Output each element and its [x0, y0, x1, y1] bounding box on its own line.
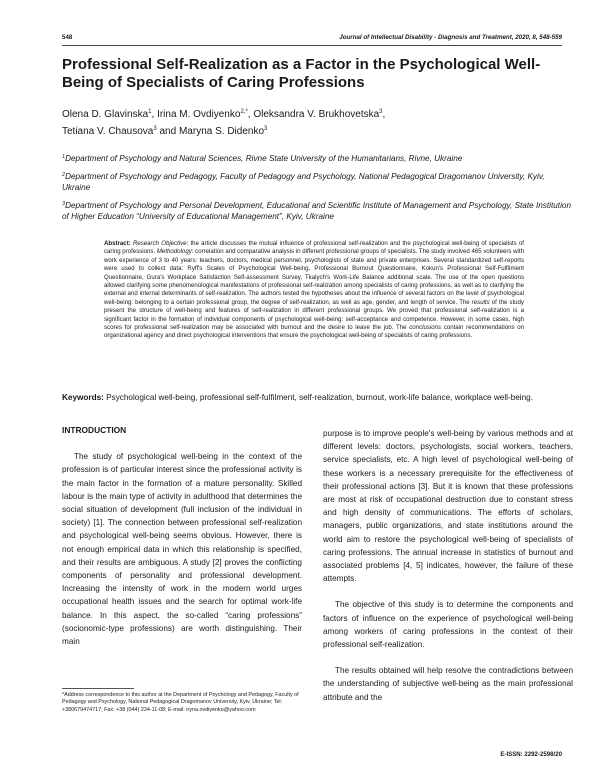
section-heading-introduction: INTRODUCTION: [62, 425, 127, 435]
body-paragraph: The objective of this study is to determine the components and factors of influence on the experience of psychological well-being among workers of caring professions in the context of their professional self-realization.: [323, 600, 573, 650]
abstract-objective-text: : the article discusses the mutual influence of professional self-realization and the psychological well-being of specialists of caring professions.: [104, 240, 524, 256]
author-name: Olena D. Glavinska: [62, 109, 149, 120]
abstract-label: Abstract:: [104, 240, 131, 247]
correspondence-footnote: *Address correspondence to this author at the Department of Psychology and Pedagogy, Faculty of Pedagogy and Psychology, National Pedagogical Dragomanov University, Kyiv, Ukraine; Tel: +380679474717; Fax: +38 (044) 234-11-08; E-mail: iryna.ovdiyenko@yahoo.com: [62, 692, 299, 713]
author-affiliation-mark: 3: [153, 126, 157, 132]
affiliation-number: 1: [62, 154, 66, 160]
article-title: Professional Self-Realization as a Factor in the Psychological Well-Being of Specialists of Caring Professions: [62, 56, 541, 91]
body-paragraph: The results obtained will help resolve the contradictions between the understanding of subjective well-being as the main professional attribute and the: [323, 666, 573, 702]
affiliation: [62, 170, 572, 193]
body-column-right: [323, 427, 573, 717]
abstract-objective-label: Research Objective: [132, 240, 187, 247]
affiliation: [62, 199, 572, 222]
affiliation-number: 3: [62, 201, 66, 207]
author-separator: ,: [382, 109, 386, 120]
keywords-text: Psychological well-being, professional self-fulfilment, self-realization, burnout, work-life balance, workplace well-being.: [106, 393, 534, 402]
author-affiliation-mark: 2,*: [240, 109, 248, 115]
running-header: [62, 34, 562, 46]
body-column-left: [62, 424, 302, 661]
affiliations: [62, 152, 572, 228]
author-name: Maryna S. Didenko: [178, 126, 265, 137]
author-affiliation-mark: 1: [148, 109, 152, 115]
author-separator: ,: [151, 109, 158, 120]
author-list: [62, 105, 562, 139]
author-affiliation-mark: 3: [264, 126, 268, 132]
body-paragraph: purpose is to improve people's well-being by various methods and at different levels: doctors, psychologists, social workers, teachers, service specialists, etc. A high level of psychological well-being of these workers is a necessary prerequisite for the effectiveness of their professional actions [3]. But it is known that these professions are most at risk of occupational destruction due to constant stress and high density of communications. The efforts of scholars, managers, public organizations, and state institutions around the world aim to restore the psychological well-being of specialists of caring professions. The annual increase in statistics of burnout and associated problems [4, 5] indicates, however, the failure of these attempts.: [323, 429, 573, 584]
footnote-divider: [62, 688, 134, 689]
keywords-label: Keywords:: [62, 393, 104, 402]
abstract-results-label: results: [471, 298, 490, 306]
author-name: Tetiana V. Chausova: [62, 126, 154, 137]
affiliation-text: Department of Psychology and Personal Development, Educational and Scientific Institute of Management and Psychology, State Institution of Higher Education “University of Educational Management”, Kyiv, Ukraine: [62, 201, 572, 221]
abstract: [104, 240, 524, 341]
author-line-1: [62, 105, 562, 122]
affiliation-text: Department of Psychology and Pedagogy, Faculty of Pedagogy and Psychology, National Pedagogical Dragomanov University, Kyiv, Ukraine: [62, 172, 545, 192]
abstract-results-text: of the study present the structure of well-being and features of self-realization in different professional groups. We proved that professional self-realization is a significant factor in the formation of individual components of psychological well-being: self-acceptance and competence. However, in some cases, high scores for professional self-realization may be associated with burnout and the desire to leave the job. The: [104, 298, 524, 332]
affiliation: [62, 152, 572, 164]
issn-footer: E-ISSN: 2292-2598/20: [500, 751, 562, 758]
abstract-conclusions-label: conclusions: [409, 324, 442, 332]
body-paragraph: The study of psychological well-being in the context of the profession is of particular interest since the professional activity is the main factor in the formation of a mature personality. Skilled labour is the main type of activity in adulthood that determines the social situation of development (full inclusion of the individual in society) [1]. The connection between professional self-realization and psychological well-being seems obvious. However, there is not enough empirical data in which this relationship is specified, and their results are ambiguous. A study [2] proves the conflicting components of personality and professional development. Increasing the intensity of work in the modern world urges occupational health issues and the search for optimal work-life balance. In this aspect, the so-called “caring professions” (socionomic-type professions) are worth distinguishing. Their main: [62, 452, 302, 647]
abstract-conclusions-text: contain recommendations on organizational agency and direct psychological interventions that ensure the psychological well-being of specialists of caring professions.: [104, 324, 525, 340]
author-separator: ,: [247, 109, 254, 120]
author-affiliation-mark: 3: [379, 109, 383, 115]
affiliation-number: 2: [62, 172, 66, 178]
affiliation-text: Department of Psychology and Natural Sciences, Rivne State University of the Humanitarians, Rivne, Ukraine: [65, 154, 463, 163]
author-separator: and: [156, 126, 179, 137]
keywords: [62, 392, 572, 403]
author-name: Irina M. Ovdiyenko: [157, 109, 241, 120]
author-line-2: [62, 122, 562, 139]
abstract-methodology-label: Methodology: [156, 248, 192, 256]
journal-citation: Journal of Intellectual Disability - Diagnosis and Treatment, 2020, 8, 548-559: [339, 34, 562, 41]
page-number: 548: [62, 34, 73, 41]
abstract-methodology-text: : correlation and comparative analysis in different professional groups of specialists. The study involved 465 volunteers with work experience of 3 to 40 years: teachers, doctors, medical personnel, psychologists of state and private enterprises. Several standardized self-reports were used to collect data: Ryff's Scales of Psychological Well-being, Professional Burnout Questionnaire, Kokun's Professional Self-Fulfilment Questionnaire, Gura's Workplace Satisfaction Self-assessment Survey, Tkalych's Work-Life Balance additional scale. The use of the open questions allowed clarifying some phenomenological manifestations of professional self-realization among specialists of caring professions, as well as to clarifying the external and internal determinants of self-realization. The authors tested the hypotheses about the influence of several factors on the level of psychological well-being: belonging to a certain professional group, the degree of self-realization, as well as age, gender, and length of service. The: [104, 248, 524, 306]
author-name: Oleksandra V. Brukhovetska: [253, 109, 380, 120]
